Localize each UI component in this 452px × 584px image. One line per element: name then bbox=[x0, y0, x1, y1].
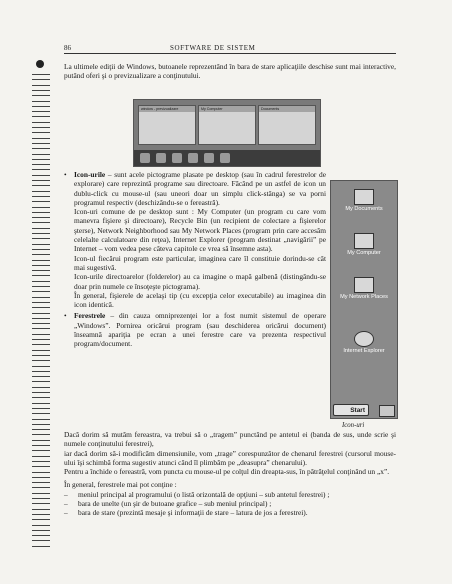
margin-line bbox=[32, 472, 50, 473]
margin-line bbox=[32, 456, 50, 457]
margin-line bbox=[32, 291, 50, 292]
margin-line bbox=[32, 122, 50, 123]
ie-icon bbox=[156, 153, 166, 163]
margin-line bbox=[32, 106, 50, 107]
preview-thumbnail bbox=[198, 105, 256, 145]
preview-thumbnail bbox=[138, 105, 196, 145]
windows-definition: – din cauza omniprezenţei lor a fost numit sistemul de operare „Windows”. Pornirea oricărui program (sau deschiderea oricărui document) înseamnă apariţia pe ecran a unei ferestre care va prezenta respectivul program/document. bbox=[74, 311, 326, 349]
margin-line bbox=[32, 360, 50, 361]
margin-line bbox=[32, 450, 50, 451]
margin-line bbox=[32, 434, 50, 435]
start-orb-icon bbox=[140, 153, 150, 163]
margin-line bbox=[32, 482, 50, 483]
icons-folders: Icon-urile directoarelor (folderelor) au ca imagine o mapă galbenă (distingându-se doar prin numele ce însoţeşte pictograma). bbox=[74, 272, 326, 291]
margin-line bbox=[32, 318, 50, 319]
term-icons: Icon-urile bbox=[74, 170, 106, 179]
margin-line bbox=[32, 228, 50, 229]
margin-line bbox=[32, 132, 50, 133]
margin-line bbox=[32, 339, 50, 340]
margin-line bbox=[32, 546, 50, 547]
margin-line bbox=[32, 403, 50, 404]
margin-line bbox=[32, 540, 50, 541]
icons-definition: – sunt acele pictograme plasate pe desktop (sau în cadrul ferestrelor de explorare) care reprezintă programe sau directoare. Făcând pe un astfel de icon un dublu-click cu mouse-ul (sau uneori doar un simplu click-stânga) se va porni programul respectiv (deschizându-se o fereastră). bbox=[74, 170, 326, 207]
my-computer-icon bbox=[354, 233, 374, 249]
margin-line bbox=[32, 445, 50, 446]
margin-line bbox=[32, 376, 50, 377]
margin-line bbox=[32, 79, 50, 80]
running-header: SOFTWARE DE SISTEM bbox=[170, 44, 256, 52]
margin-line bbox=[32, 535, 50, 536]
margin-line bbox=[32, 111, 50, 112]
margin-line bbox=[32, 185, 50, 186]
margin-line bbox=[32, 148, 50, 149]
media-icon bbox=[188, 153, 198, 163]
windows-bullet bbox=[64, 311, 326, 348]
internet-explorer-icon bbox=[354, 331, 374, 347]
intro-paragraph: La ultimele ediţii de Windows, butoanele reprezentând în bara de stare aplicaţiile deschise sunt mai interactive, putând oferi şi o previzualizare a conţinutului. bbox=[64, 62, 396, 81]
thumbnail-title: My Computer bbox=[201, 107, 223, 111]
icon-label: My Computer bbox=[347, 250, 381, 256]
margin-line bbox=[32, 366, 50, 367]
margin-line bbox=[32, 387, 50, 388]
figure-caption: Icon-uri bbox=[342, 422, 365, 429]
margin-line bbox=[32, 238, 50, 239]
taskbar-preview-screenshot bbox=[133, 99, 321, 167]
bullet-section bbox=[64, 170, 326, 351]
margin-line bbox=[32, 440, 50, 441]
app-icon bbox=[204, 153, 214, 163]
margin-line bbox=[32, 196, 50, 197]
icons-bullet bbox=[64, 170, 326, 309]
page-number: 86 bbox=[64, 44, 71, 52]
folder-icon bbox=[172, 153, 182, 163]
margin-line bbox=[32, 127, 50, 128]
preview-thumbnail bbox=[258, 105, 316, 145]
margin-line bbox=[32, 392, 50, 393]
my-documents-icon bbox=[354, 189, 374, 205]
thumbnail-title: Documents bbox=[261, 107, 280, 111]
margin-line bbox=[32, 466, 50, 467]
tray-icon bbox=[379, 405, 395, 417]
close-window-text: Pentru a închide o fereastră, vom puncta cu mouse-ul pe colţul din dreapta-sus, în pătrăţelul conţinând un „x”. bbox=[64, 467, 390, 477]
header-rule bbox=[64, 53, 396, 54]
icons-common: Icon-uri comune de pe desktop sunt : My Computer (un program cu care vom manevra fişiere şi directoare), Recycle Bin (un recipient de colectare a fişierelor şterse), Network Neighborhood sau My Network Places (program prin care accesăm celelalte calculatoare din reţea), Internet Explorer (program destinat „navigării” pe Internet – vom vedea pese câteva capitole ce vrea să însemne asta). bbox=[74, 207, 326, 254]
margin-line bbox=[32, 275, 50, 276]
margin-line bbox=[32, 424, 50, 425]
margin-line bbox=[32, 413, 50, 414]
margin-line bbox=[32, 159, 50, 160]
margin-line bbox=[32, 143, 50, 144]
desktop-icons-screenshot bbox=[330, 180, 398, 419]
margin-line bbox=[32, 461, 50, 462]
margin-line bbox=[32, 397, 50, 398]
margin-line bbox=[32, 307, 50, 308]
margin-line bbox=[32, 350, 50, 351]
margin-line bbox=[32, 344, 50, 345]
margin-line bbox=[32, 509, 50, 510]
margin-line bbox=[32, 286, 50, 287]
bullet-dot: • bbox=[64, 170, 67, 179]
app-icon bbox=[220, 153, 230, 163]
margin-line bbox=[32, 233, 50, 234]
margin-line bbox=[32, 519, 50, 520]
icon-label: Internet Explorer bbox=[343, 348, 385, 354]
margin-line bbox=[32, 429, 50, 430]
icon-label: My Network Places bbox=[340, 294, 388, 300]
windows-details bbox=[64, 430, 396, 518]
margin-line bbox=[32, 297, 50, 298]
margin-line bbox=[32, 313, 50, 314]
margin-line bbox=[32, 371, 50, 372]
margin-line bbox=[32, 191, 50, 192]
margin-line bbox=[32, 164, 50, 165]
margin-line bbox=[32, 503, 50, 504]
margin-line bbox=[32, 212, 50, 213]
margin-line bbox=[32, 101, 50, 102]
bullet-icon bbox=[36, 60, 44, 68]
icons-filetypes: În general, fişierele de acelaşi tip (cu excepţia celor executabile) au imaginea din icon identică. bbox=[74, 290, 326, 310]
icons-particular: Icon-ul fiecărui program este particular, imaginea care îl constituie dorindu-se cât mai sugestivă. bbox=[74, 253, 326, 272]
margin-line bbox=[32, 175, 50, 176]
margin-line bbox=[32, 381, 50, 382]
margin-lines bbox=[30, 62, 52, 552]
resize-window-text: iar dacă dorim să-i modificăm dimensiunile, vom „trage” corespunzător de chenarul ferestrei (cursorul mouse-ului îşi schimbă forma sugestiv atunci când îl plimbăm pe „deasupra” chenarului). bbox=[64, 448, 396, 467]
margin-line bbox=[32, 180, 50, 181]
taskbar bbox=[134, 150, 320, 166]
margin-line bbox=[32, 419, 50, 420]
start-button: Start bbox=[333, 404, 369, 416]
margin-line bbox=[32, 95, 50, 96]
window-components-list bbox=[64, 490, 396, 518]
window-contents-intro: În general, ferestrele mai pot conţine : bbox=[64, 480, 177, 490]
margin-line bbox=[32, 514, 50, 515]
margin-line bbox=[32, 477, 50, 478]
margin-line bbox=[32, 323, 50, 324]
margin-line bbox=[32, 116, 50, 117]
margin-line bbox=[32, 169, 50, 170]
margin-line bbox=[32, 90, 50, 91]
margin-line bbox=[32, 281, 50, 282]
margin-line bbox=[32, 207, 50, 208]
margin-line bbox=[32, 254, 50, 255]
list-item: – bara de stare (prezintă mesaje şi informaţii de stare – latura de jos a ferestrei). bbox=[64, 508, 308, 518]
margin-line bbox=[32, 74, 50, 75]
margin-line bbox=[32, 260, 50, 261]
bullet-dot: • bbox=[64, 311, 67, 321]
margin-line bbox=[32, 244, 50, 245]
margin-line bbox=[32, 408, 50, 409]
margin-line bbox=[32, 328, 50, 329]
margin-line bbox=[32, 201, 50, 202]
margin-line bbox=[32, 270, 50, 271]
margin-line bbox=[32, 487, 50, 488]
move-window-text: Dacă dorim să mutăm fereastra, va trebui să o „tragem” punctând pe antetul ei (banda de sus, unde scrie şi numele conţinutului ferestrei), bbox=[64, 430, 396, 449]
margin-line bbox=[32, 498, 50, 499]
margin-line bbox=[32, 85, 50, 86]
margin-line bbox=[32, 249, 50, 250]
list-item: – meniul principal al programului (o listă orizontală de opţiuni – sub antetul ferestrei) ; bbox=[64, 489, 330, 499]
icon-label: My Documents bbox=[345, 206, 383, 212]
margin-line bbox=[32, 222, 50, 223]
margin-line bbox=[32, 493, 50, 494]
margin-line bbox=[32, 355, 50, 356]
margin-line bbox=[32, 530, 50, 531]
list-item: – bara de unelte (un şir de butoane grafice – sub meniul principal) ; bbox=[64, 499, 272, 509]
margin-line bbox=[32, 154, 50, 155]
margin-line bbox=[32, 525, 50, 526]
network-places-icon bbox=[354, 277, 374, 293]
margin-line bbox=[32, 334, 50, 335]
margin-line bbox=[32, 217, 50, 218]
margin-line bbox=[32, 302, 50, 303]
term-windows: Ferestrele bbox=[74, 311, 106, 321]
margin-line bbox=[32, 138, 50, 139]
margin-line bbox=[32, 265, 50, 266]
thumbnail-title: window - previzualizare bbox=[141, 107, 179, 111]
